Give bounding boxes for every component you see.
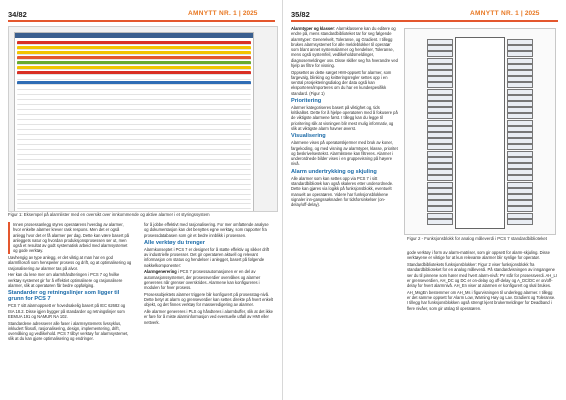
output-pin — [507, 200, 533, 206]
paragraph: Alle alarmer som kan settes opp via PCS 7 i sitt standardbibliotek kan også skaleres etter underordnede. Dette kan gjøres via logikk på funksjonsblokk, eventuelt manuelt av operatøren. Videre har funksjonsblokkene signaler inn-gangssøknaden for tidsforsinkelser (on-delay/off-delay). — [291, 175, 394, 208]
input-pin — [427, 45, 453, 51]
input-pin — [427, 95, 453, 101]
paragraph-text: i PCS 7 prosessautomasjonen er en del av automasjonssystemet, der prosessverdier overvåkes og alarmer genereres når grenser overskrides. Alarmene kan konfigureres i modulen for hver prosess. — [144, 269, 261, 291]
output-pin — [507, 151, 533, 157]
section-heading: Alle verktøy du trenger — [144, 239, 205, 246]
right-header-rule — [291, 20, 558, 22]
alarm-row — [17, 71, 251, 75]
input-pin — [427, 206, 453, 212]
output-pin — [507, 58, 533, 64]
alarm-row — [17, 150, 251, 154]
alarm-row — [17, 140, 251, 144]
paragraph — [144, 269, 274, 290]
alarm-row — [17, 120, 251, 124]
alarm-list-titlebar — [15, 33, 253, 38]
output-pin — [507, 120, 533, 126]
function-block-outline — [455, 37, 505, 229]
paragraph: gode verktøy i form av alarm-matriser, som gir oppsett for alarm-skjuling. Disse verktøyene er viktige for at kun relevante alarmer blir synlige for operatør. — [407, 250, 550, 261]
input-pin — [427, 101, 453, 107]
output-pin — [507, 76, 533, 82]
output-pin — [507, 82, 533, 88]
paragraph: Prosessobjektets alarmer triggere blir konfigurert på prosesstag-nivå. Dette betyr at alarm og grenseverdier kan settes direkte på hvert enkelt objekt, og det finnes verktøy for masseredigering av alarmer. — [144, 291, 274, 308]
alarm-row — [17, 130, 251, 134]
right-page-header — [291, 10, 310, 24]
input-pin — [427, 113, 453, 119]
input-pin — [427, 219, 453, 225]
alarm-row — [17, 175, 251, 179]
right-page-number: 35/82 — [291, 10, 310, 19]
output-pin — [507, 219, 533, 225]
input-pin — [427, 182, 453, 188]
input-pin — [427, 175, 453, 181]
output-pin — [507, 175, 533, 181]
right-magazine-header — [470, 10, 539, 24]
output-pin — [507, 126, 533, 132]
alarm-list-screenshot — [14, 32, 254, 212]
output-pin — [507, 138, 533, 144]
paragraph: Alarmene vises på operatørskjermer med bruk av koner, fargekoding, og med visning av alarmtyper, klasse, prioritet og beskrivelsestekst. Alarmlistene kan filtreres. Alarmer i underordnede bilder vises i en gruppevisning på høyere nivå. — [291, 140, 398, 167]
input-pin — [427, 144, 453, 150]
section-heading: Standarder og retningslinjer som ligger til grunn for PCS 7 — [8, 290, 120, 303]
input-pin — [427, 51, 453, 57]
input-pin — [427, 76, 453, 82]
alarm-row — [17, 105, 251, 109]
output-pin — [507, 206, 533, 212]
input-pin — [427, 194, 453, 200]
alarm-row — [17, 145, 251, 149]
output-pin — [507, 113, 533, 119]
paragraph: Standardene adresserer alle faser i alarmsystemets livssyklus, inkludert filosofi, rasjonalisering, design, implementering, drift, overvåking og vedlikehold. PCS 7 tilbyr verktøy for alarmsystemet, slik at du kan gjøre optimalisering og endringer. — [8, 320, 129, 342]
alarm-row — [17, 66, 251, 70]
input-pin — [427, 163, 453, 169]
alarm-row — [17, 46, 251, 50]
alarm-row — [17, 91, 251, 95]
input-pin — [427, 58, 453, 64]
output-pin — [507, 95, 533, 101]
alarm-row — [17, 110, 251, 114]
bold-term: Alarmtyper og klasser — [291, 26, 335, 31]
alarm-row — [17, 41, 251, 45]
section-heading: Prioritering — [291, 97, 322, 104]
input-pin — [427, 157, 453, 163]
paragraph: Alarmkonseptet i PCS 7 er designet for å støtte effektiv og sikker drift av industrielle prosesser. Det gir operatøren aktuell og relevant informasjon om status og hendelser i anlegget, basert på følgende nøkkelkomponenter: — [144, 246, 270, 268]
figure-1-alarm-list-image — [8, 26, 278, 212]
output-pin — [507, 39, 533, 45]
input-pin — [427, 89, 453, 95]
input-pin — [427, 138, 453, 144]
right-magazine-name: AMNYTT NR. 1 — [470, 10, 520, 17]
figure-1-caption: Figur 1: Eksempel på alarmlister med en oversikt over innkommende og aktive alarmer i et styringssystem — [8, 212, 210, 217]
alarm-row — [17, 205, 251, 209]
alarm-rows — [15, 40, 253, 212]
left-magazine-header — [188, 10, 257, 24]
left-magazine-name: AMNYTT NR. 1 — [188, 10, 238, 17]
alarm-row — [17, 81, 251, 85]
section-heading: Alarm undertrykking og skjuling — [291, 168, 377, 175]
input-pin — [427, 188, 453, 194]
output-pin — [507, 213, 533, 219]
left-year: 2025 — [242, 10, 258, 17]
figure-2-function-block-image — [404, 28, 556, 235]
alarm-row — [17, 180, 251, 184]
left-page-number: 34/82 — [8, 10, 27, 19]
output-pin — [507, 45, 533, 51]
paragraph: Uavhengig av type anlegg, er det viktig at man har en god alarmfilosofi som henspeiler prosess og drift, og at optimalisering og rasjonalisering av alarmer tas på alvor. — [8, 255, 132, 271]
alarm-row — [17, 61, 251, 65]
paragraph: Alarmer kategoriseres basert på viktighet og, tids kritikalitet. Dette for å hjelpe operatøren med å fokusere på de viktigste alarmene først. I tillegg kan du legge til prioritering slik at visningen blir mest mulig informativ, og slik at viktigste alarm havner øverst. — [291, 104, 398, 131]
output-pin — [507, 64, 533, 70]
output-pin — [507, 107, 533, 113]
output-pin — [507, 89, 533, 95]
alarm-row — [17, 165, 251, 169]
input-pin — [427, 169, 453, 175]
section-heading: Visualisering — [291, 133, 326, 140]
output-pin — [507, 182, 533, 188]
input-pin — [427, 151, 453, 157]
bold-term: Alarmgenerering — [144, 269, 177, 275]
input-pin — [427, 132, 453, 138]
alarm-row — [17, 86, 251, 90]
input-pin — [427, 70, 453, 76]
output-pin — [507, 163, 533, 169]
right-year: 2025 — [524, 10, 540, 17]
figure-2-caption: Figur 2 - Funksjonsblokk for analog måleverdi i PCS 7 standardbiblioteket — [407, 236, 547, 241]
output-pin — [507, 194, 533, 200]
left-column-2 — [144, 222, 274, 326]
input-pin — [427, 120, 453, 126]
output-pin — [507, 51, 533, 57]
right-column-2 — [407, 250, 557, 312]
alarm-row — [17, 101, 251, 105]
alarm-row — [17, 170, 251, 174]
paragraph-text: : Alarmklassene kan du editere og endre på, mens standardbiblioteket tar for seg følgende alarmtyper: Generelvelt, Toleranse, og Gradient. I tillegg brukes alarmsystemet for alle meldeblokker til operatør som blant annet systemalarmer og hendelser, Toleranse, mens også systemfeil, vedlikeholdsmeldinger, diagnosemeldinger osv. Disse skiller seg fra hverandre ved hjelp av filtre for visning. — [291, 26, 398, 68]
left-column-1 — [8, 222, 132, 343]
alarm-row — [17, 200, 251, 204]
output-pin — [507, 157, 533, 163]
input-pin — [427, 82, 453, 88]
paragraph: Her kan du lese mer om alarmhåndteringen i PCS 7 og hvilke verktøy systemet gir for å effektivt optimalisere og rasjonalisere alarmer, slik at operatøren får bedre oppfølging. — [8, 272, 123, 288]
alarm-row — [17, 185, 251, 189]
left-header-rule — [8, 20, 275, 22]
input-pin — [427, 126, 453, 132]
paragraph: Alle alarmer genereres i PLS og håndteres i alarmbuffer, slik at det ikke er fare for å miste alarminformasjon ved eventuelle utfall av HMI eller nettverk. — [144, 309, 273, 325]
output-pin — [507, 70, 533, 76]
alarm-row — [17, 56, 251, 60]
output-pin — [507, 144, 533, 150]
alarm-row — [17, 96, 251, 100]
left-page-header — [8, 10, 27, 24]
input-pin — [427, 200, 453, 206]
paragraph: Standardbibliotekets funksjonsblokker: Figur 2 viser funksjonsblokk fra standardbiblioteket for en analog måleverdi. På standardvisningen av inngangene ser du til pinnene som hører med hvert alarm-nivå: PV står for prosessverdi. AH_LI er grenseverdien, AH_DC og DC er on-delay og off-delay og A_DC/DC er on/off-delay for hvert alarmnivå. AH_En viser at alarmen er konfigurert og skal brukes. — [407, 262, 557, 288]
output-pin — [507, 188, 533, 194]
alarm-row — [17, 76, 251, 80]
output-pin — [507, 169, 533, 175]
alarm-row — [17, 135, 251, 139]
alarm-row — [17, 160, 251, 164]
output-pin — [507, 101, 533, 107]
paragraph — [291, 26, 399, 68]
input-pin — [427, 64, 453, 70]
intro-paragraph: Innen prosessanlegg styres operatørens hverdag av alarmer, hvor enkelte alarmer krever rask respons. Men det er også anlegg hvor det er få alarmer per dag. Dette kan være basert på anleggets natur og hvordan produksjonsprosessen ser ut, men også et resultat av godt systematisk arbeid med alarmsystemet og gode verktøy. — [8, 222, 132, 254]
alarm-row — [17, 155, 251, 159]
input-pin — [427, 213, 453, 219]
right-column-1 — [291, 26, 399, 209]
right-header-divider: | — [520, 10, 524, 17]
paragraph: for å jobbe effektivt med rasjonalisering. For mer omfattende analyse og dokumentasjon kan det benyttes egne verktøy, som rapporter fra prosessdatabasen som gir et bedre innblikk i prosessen. — [144, 222, 269, 238]
input-pin — [427, 39, 453, 45]
alarm-row — [17, 195, 251, 199]
alarm-row — [17, 125, 251, 129]
paragraph: Oppsettet av dette sørget HMI-oppsett for alarmer, som fargevalg, blinking og kvitteringsregler settes opp i en sentral prosjekteringsdialog der data også kan eksporteres/importeres om du har en kundespesifikk standard. (Figur 1) — [291, 69, 392, 96]
paragraph: AH_MsgEn bestemmer om AH_Ms i figurvisningen til underlegg alarmer. I tillegg er det samme oppsett for Alarm Low, Warning Høy og Lav. Gradient og Toleranse. I tillegg har funksjonsblokken også strengt kjent brukermeldinger for Deadband i flere nivåer, som gir utslag til operatøren. — [407, 289, 556, 311]
alarm-row — [17, 190, 251, 194]
output-pin — [507, 132, 533, 138]
left-header-divider: | — [238, 10, 242, 17]
paragraph: PCS 7 sitt alarmoppsett er hovedsakelig basert på IEC 62682 og ISA 18.2. Disse igjen bygger på standarder og retningslinjer som EEMUA 191 og NAMUR NA 102. — [8, 303, 126, 319]
input-pin — [427, 107, 453, 113]
alarm-row — [17, 51, 251, 55]
alarm-row — [17, 115, 251, 119]
